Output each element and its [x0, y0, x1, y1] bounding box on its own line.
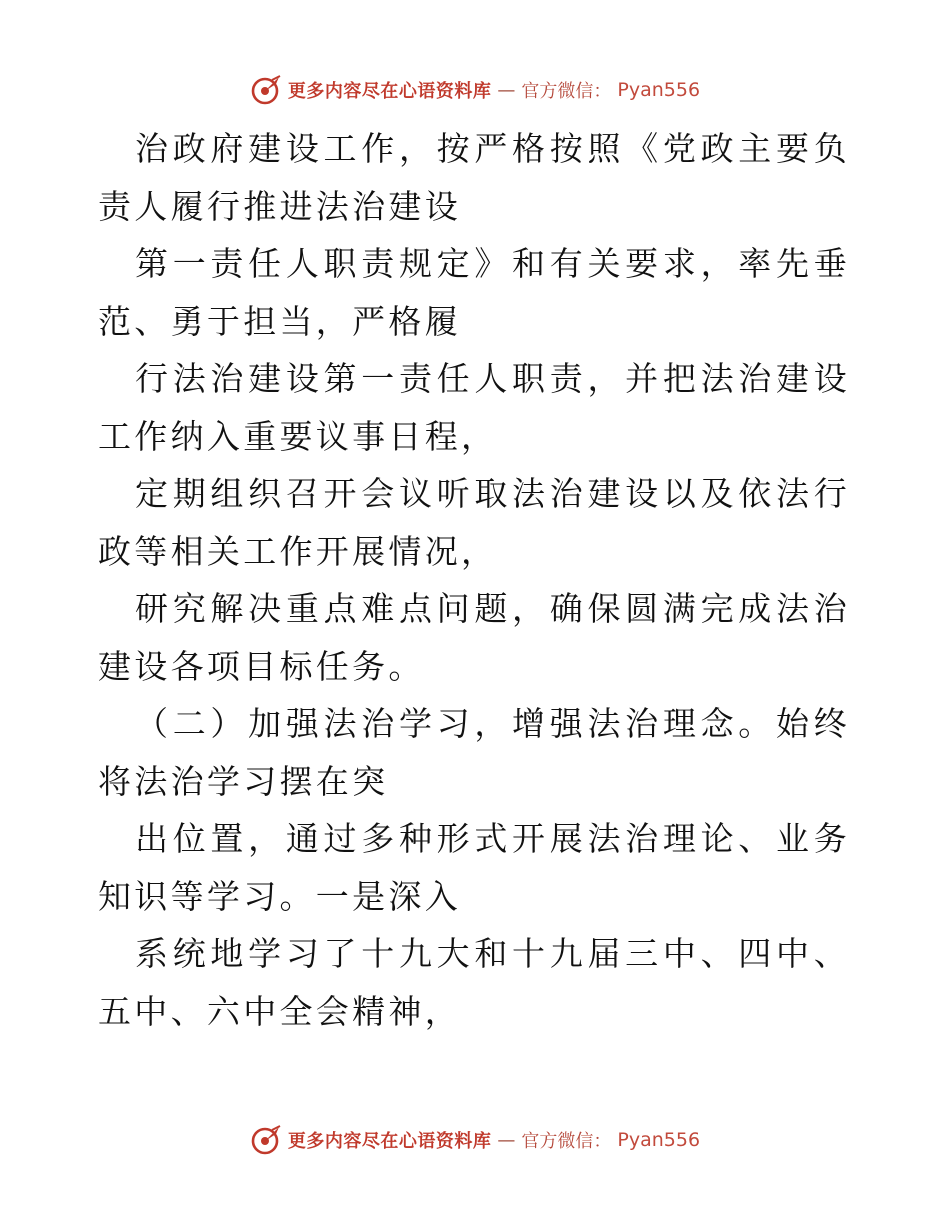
- paragraph: 行法治建设第一责任人职责，并把法治建设工作纳入重要议事日程，: [98, 359, 850, 456]
- header-banner: [0, 73, 950, 107]
- footer-banner: [0, 1123, 950, 1157]
- paragraph: 研究解决重点难点问题，确保圆满完成法治建设各项目标任务。: [98, 589, 850, 686]
- wechat-id: Pyan556: [617, 79, 701, 101]
- paragraph: （二）加强法治学习，增强法治理念。始终将法治学习摆在突: [98, 704, 850, 801]
- paragraph: 定期组织召开会议听取法治建设以及依法行政等相关工作开展情况，: [98, 474, 850, 571]
- site-name: 更多内容尽在心语资料库: [287, 81, 492, 102]
- wechat-id: Pyan556: [617, 1129, 701, 1151]
- quill-logo-icon: [250, 74, 282, 106]
- quill-logo-icon: [250, 1124, 282, 1156]
- banner-separator: —: [497, 1129, 516, 1151]
- site-name: 更多内容尽在心语资料库: [287, 1131, 492, 1152]
- paragraph: 出位置，通过多种形式开展法治理论、业务知识等学习。一是深入: [98, 819, 850, 916]
- paragraph: 系统地学习了十九大和十九届三中、四中、五中、六中全会精神，: [98, 934, 850, 1031]
- document-body: [98, 120, 850, 1040]
- wechat-label: 官方微信：: [521, 1131, 612, 1152]
- banner-separator: —: [497, 79, 516, 101]
- paragraph: 第一责任人职责规定》和有关要求，率先垂范、勇于担当，严格履: [98, 244, 850, 341]
- wechat-label: 官方微信：: [521, 81, 612, 102]
- paragraph: 治政府建设工作，按严格按照《党政主要负责人履行推进法治建设: [98, 129, 850, 226]
